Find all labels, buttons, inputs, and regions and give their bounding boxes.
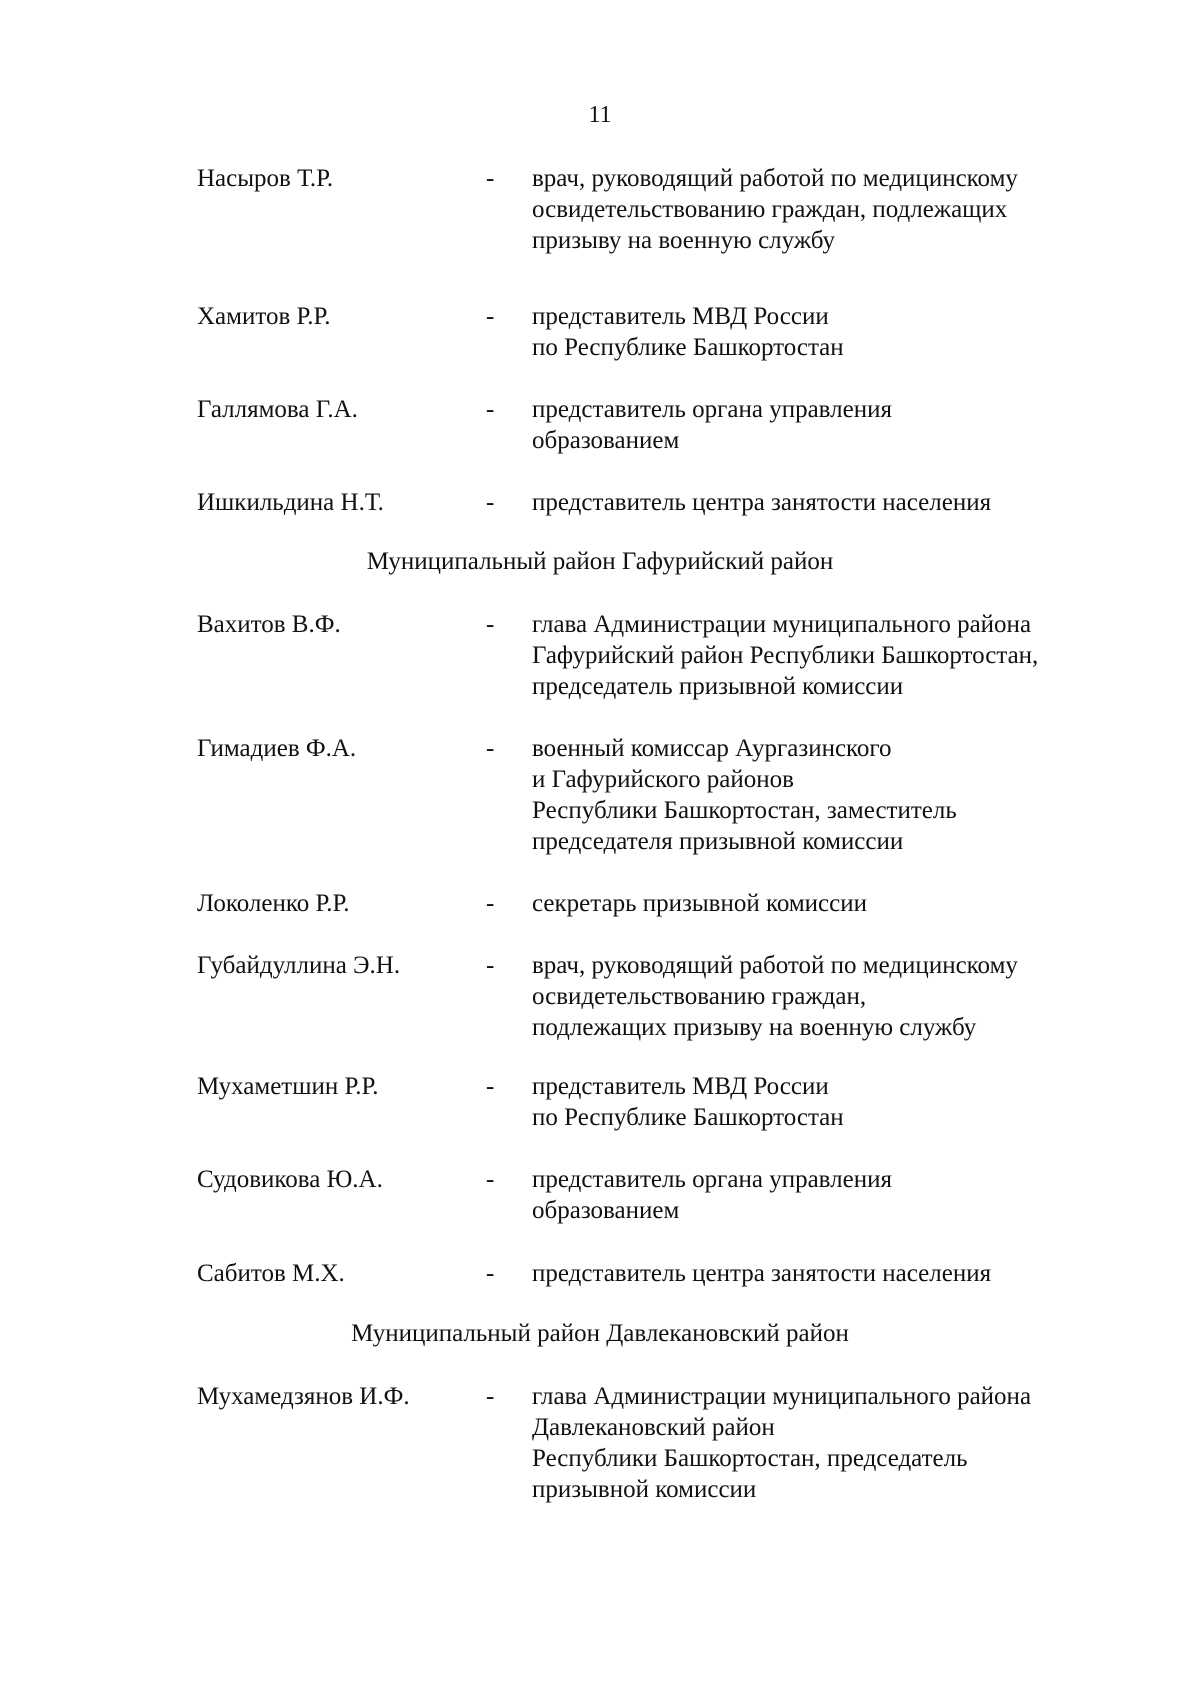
member-role: [532, 1381, 1142, 1505]
member-name: Мухаметшин Р.Р.: [197, 1073, 379, 1100]
member-role: [532, 609, 1142, 702]
member-name: Гимадиев Ф.А.: [197, 735, 357, 762]
member-name: Губайдуллина Э.Н.: [197, 952, 401, 979]
role-line: по Республике Башкортостан: [532, 1104, 844, 1131]
dash-separator: -: [486, 890, 495, 917]
dash-separator: -: [486, 1073, 495, 1100]
role-line: глава Администрации муниципального района: [532, 611, 1032, 638]
role-line: освидетельствованию граждан, подлежащих: [532, 196, 1008, 223]
member-role: [532, 394, 1142, 456]
dash-separator: -: [486, 1166, 495, 1193]
member-role: [532, 1258, 1142, 1289]
member-name: Хамитов Р.Р.: [197, 303, 331, 330]
role-line: представитель МВД России: [532, 1073, 829, 1100]
member-role: [532, 950, 1142, 1043]
role-line: представитель органа управления: [532, 1166, 892, 1193]
role-line: представитель центра занятости населения: [532, 489, 992, 516]
role-line: председатель призывной комиссии: [532, 673, 904, 700]
role-line: представитель МВД России: [532, 303, 829, 330]
role-line: представитель органа управления: [532, 396, 892, 423]
dash-separator: -: [486, 396, 495, 423]
member-name: Судовикова Ю.А.: [197, 1166, 383, 1193]
dash-separator: -: [486, 735, 495, 762]
member-role: [532, 163, 1142, 256]
role-line: глава Администрации муниципального района: [532, 1383, 1032, 1410]
dash-separator: -: [486, 611, 495, 638]
member-role: [532, 487, 1142, 518]
section-heading: Муниципальный район Давлекановский район: [351, 1320, 849, 1347]
section-heading: Муниципальный район Гафурийский район: [366, 548, 834, 575]
dash-separator: -: [486, 489, 495, 516]
member-role: [532, 733, 1142, 857]
member-name: Сабитов М.Х.: [197, 1260, 345, 1287]
member-name: Вахитов В.Ф.: [197, 611, 341, 638]
member-role: [532, 1071, 1142, 1133]
member-role: [532, 888, 1142, 919]
role-line: представитель центра занятости населения: [532, 1260, 992, 1287]
member-name: Галлямова Г.А.: [197, 396, 358, 423]
role-line: Гафурийский район Республики Башкортостан,: [532, 642, 1039, 669]
dash-separator: -: [486, 1383, 495, 1410]
member-role: [532, 1164, 1142, 1226]
dash-separator: -: [486, 165, 495, 192]
role-line: военный комиссар Аургазинского: [532, 735, 892, 762]
role-line: подлежащих призыву на военную службу: [532, 1014, 977, 1041]
role-line: призывной комиссии: [532, 1476, 757, 1503]
role-line: и Гафурийского районов: [532, 766, 794, 793]
role-line: призыву на военную службу: [532, 227, 836, 254]
role-line: врач, руководящий работой по медицинскому: [532, 165, 1018, 192]
role-line: Давлекановский район: [532, 1414, 775, 1441]
role-line: образованием: [532, 1197, 680, 1224]
role-line: врач, руководящий работой по медицинскому: [532, 952, 1018, 979]
member-name: Ишкильдина Н.Т.: [197, 489, 384, 516]
role-line: Республики Башкортостан, председатель: [532, 1445, 968, 1472]
member-role: [532, 301, 1142, 363]
dash-separator: -: [486, 1260, 495, 1287]
role-line: образованием: [532, 427, 680, 454]
dash-separator: -: [486, 952, 495, 979]
dash-separator: -: [486, 303, 495, 330]
page-number: 11: [588, 102, 612, 128]
role-line: по Республике Башкортостан: [532, 334, 844, 361]
member-name: Локоленко Р.Р.: [197, 890, 350, 917]
role-line: председателя призывной комиссии: [532, 828, 904, 855]
role-line: секретарь призывной комиссии: [532, 890, 868, 917]
role-line: освидетельствованию граждан,: [532, 983, 867, 1010]
member-name: Мухамедзянов И.Ф.: [197, 1383, 410, 1410]
member-name: Насыров Т.Р.: [197, 165, 334, 192]
role-line: Республики Башкортостан, заместитель: [532, 797, 957, 824]
